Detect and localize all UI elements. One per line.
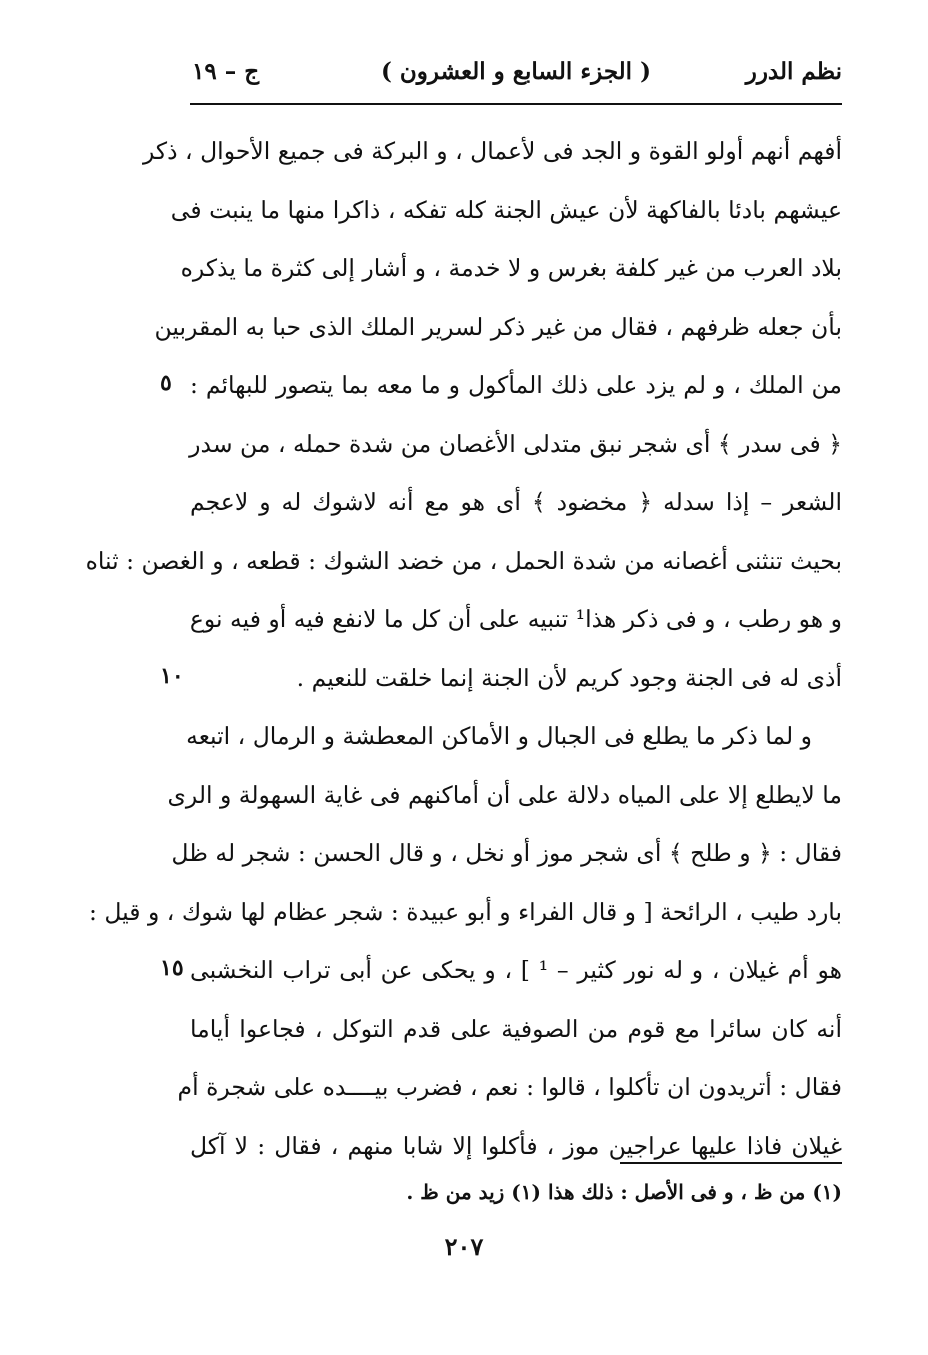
volume-number: ج – ١٩ (192, 58, 260, 85)
text-line: بلاد العرب من غير كلفة بغرس و لا خدمة ، و أشار إلى كثرة ما يذكره (180, 254, 842, 282)
running-header (190, 58, 842, 98)
header-rule (190, 103, 842, 105)
text-line: و لما ذكر ما يطلع فى الجبال و الأماكن المعطشة و الرمال ، اتبعه (186, 722, 812, 750)
line-number-15: ١٥ (160, 955, 184, 981)
line-number-5: ٥ (160, 370, 172, 396)
part-title: ( الجزء السابع و العشرون ) (381, 58, 651, 85)
text-line: أفهم أنهم أولو القوة و الجد فى لأعمال ، و البركة فى جميع الأحوال ، ذكر (142, 137, 842, 165)
book-title: نظم الدرر (745, 58, 842, 85)
text-line: أذى له فى الجنة وجود كريم لأن الجنة إنما خلقت للنعيم . (296, 663, 842, 692)
text-line: و هو رطب ، و فى ذكر هذا¹ تنبيه على أن كل ما لانفع فيه أو فيه نوع (189, 605, 842, 633)
text-line: بأن جعله ظرفهم ، فقال من غير ذكر لسرير الملك الذى حبا به المقربين (154, 312, 842, 341)
footnote: (١) من ظ ، و فى الأصل : ذلك هذا (١) زيد من ظ . (406, 1180, 842, 1204)
text-line: الشعر – إذا سدله ﴿ مخضود ﴾ أى هو مع أنه لاشوك له و لاعجم (190, 488, 842, 516)
text-line: ما لايطلع إلا على المياه دلالة على أن أماكنهم فى غاية السهولة و الرى (167, 780, 842, 809)
text-line: عيشهم بادئا بالفاكهة لأن عيش الجنة كله تفكه ، ذاكرا منها ما ينبت فى (170, 195, 842, 224)
line-number-10: ١٠ (160, 663, 184, 689)
text-line: من الملك ، و لم يزد على ذلك المأكول و ما معه بما يتصور للبهائم : (190, 371, 842, 399)
text-line: غيلان فاذا عليها عراجين موز ، فأكلوا إلا شابا منهم ، فقال : لا آكل (190, 1131, 842, 1160)
text-line: فقال : أتريدون ان تأكلوا ، قالوا : نعم ، فضرب بيــــده على شجرة أم (177, 1073, 842, 1101)
text-line: أنه كان سائرا مع قوم من الصوفية على قدم التوكل ، فجاعوا أياما (190, 1014, 842, 1043)
text-line: ﴿ فى سدر ﴾ أى شجر نبق متدلى الأغصان من شدة حمله ، من سدر (189, 429, 842, 458)
text-line: بارد طيب ، الرائحة [ و قال الفراء و أبو عبيدة : شجر عظام لها شوك ، و قيل : (89, 897, 842, 926)
page-number: ٢٠٧ (444, 1232, 484, 1261)
text-line: بحيث تنثنى أغصانه من شدة الحمل ، من خضد الشوك : قطعه ، و الغصن : ثناه (85, 546, 842, 575)
text-line: هو أم غيلان ، و له نور كثير – ¹ ] ، و يحكى عن أبى تراب النخشبى (190, 956, 842, 984)
text-line: فقال : ﴿ و طلح ﴾ أى شجر موز أو نخل ، و قال الحسن : شجر له ظل (171, 839, 842, 867)
footnote-rule (620, 1162, 842, 1164)
